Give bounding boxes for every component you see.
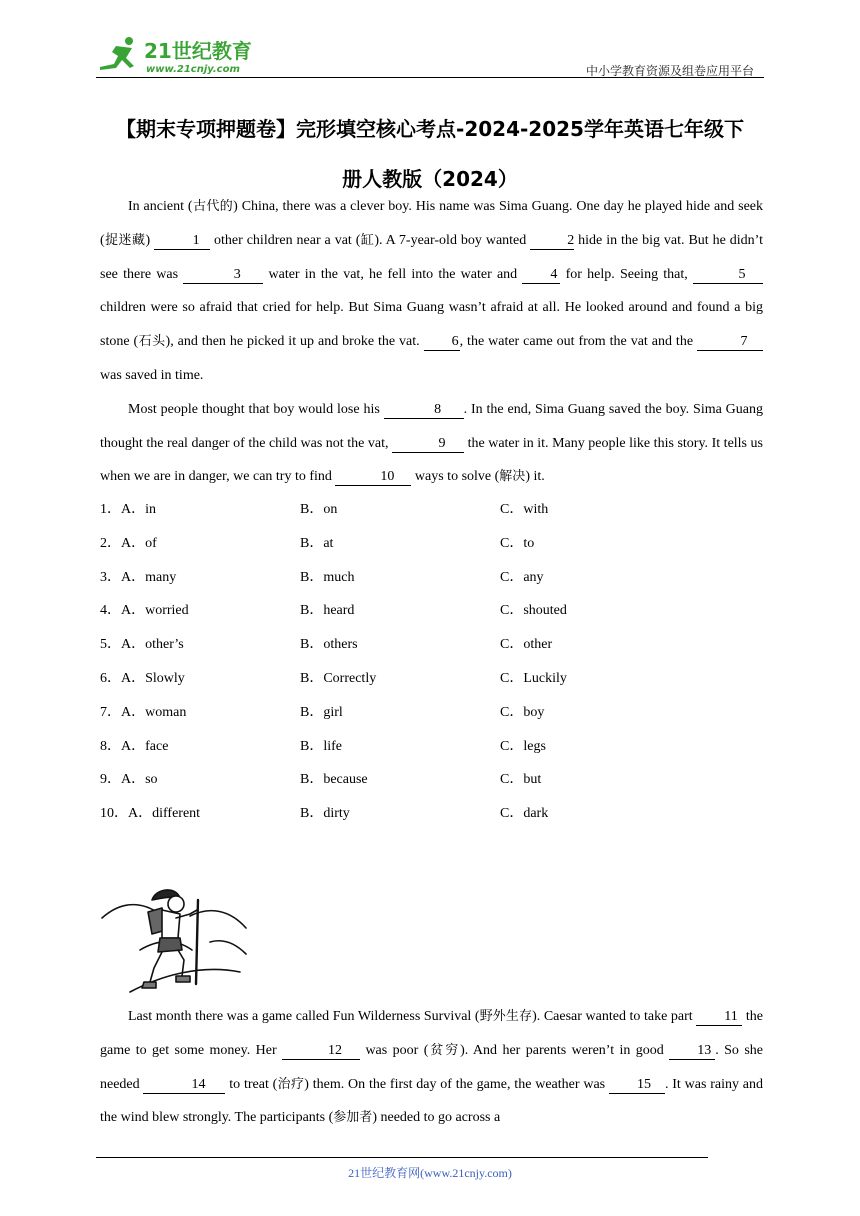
option-a[interactable]: 8．A．face <box>100 738 169 754</box>
option-c[interactable]: C．shouted <box>500 603 567 619</box>
option-b[interactable]: B．on <box>300 502 338 517</box>
option-b[interactable]: B．dirty <box>300 806 350 822</box>
option-a[interactable]: 7．A．woman <box>100 704 187 720</box>
footer-text[interactable]: 21世纪教育网(www.21cnjy.com) <box>348 1166 512 1180</box>
option-a[interactable]: 1．A．in <box>100 502 156 517</box>
blank-13[interactable]: 13 <box>669 1043 715 1060</box>
blank-12[interactable]: 12 <box>282 1043 360 1060</box>
option-c[interactable]: C．but <box>500 772 542 788</box>
page-title <box>100 104 760 204</box>
blank-10[interactable]: 10 <box>335 469 411 486</box>
logo-text: 21世纪教育 <box>144 39 252 63</box>
logo-url: www.21cnjy.com <box>146 64 240 75</box>
option-b[interactable]: B．at <box>300 535 334 551</box>
passage-one-paragraph-1: In ancient (古代的) China, there was a clever boy. His name was Sima Guang. One day he played hide and seek (捉迷藏) 1 other children near a vat (缸). A 7-year-old boy wanted 2 hide in the big vat. But he didn’t see there was 3 water in the vat, he fell into the water and 4 for help. Seeing that, 5 children were so afraid that cried for help. But Sima Guang wasn’t afraid at all. He looked around and found a big stone (石头), and then he picked it up and broke the vat. 6, the water came out from the vat and the 7 was saved in time. <box>100 199 763 383</box>
blank-2[interactable]: 2 <box>530 233 574 250</box>
option-a[interactable]: 10．A．different <box>100 806 201 822</box>
passage-one <box>100 190 763 494</box>
site-logo <box>96 36 256 78</box>
blank-5[interactable]: 5 <box>693 267 763 284</box>
option-b[interactable]: B．others <box>300 637 358 653</box>
title-line-1: 【期末专项押题卷】完形填空核心考点-2024-2025学年英语七年级下 <box>116 117 744 141</box>
header-tagline: 中小学教育资源及组卷应用平台 <box>585 64 754 78</box>
option-c[interactable]: C．to <box>500 535 535 551</box>
option-c[interactable]: C．any <box>500 569 544 585</box>
blank-9[interactable]: 9 <box>392 436 464 453</box>
passage-two <box>100 1000 763 1135</box>
option-c[interactable]: C．Luckily <box>500 670 567 686</box>
option-b[interactable]: B．because <box>300 772 368 788</box>
blank-4[interactable]: 4 <box>522 267 560 284</box>
option-a[interactable]: 3．A．many <box>100 569 177 585</box>
option-c[interactable]: C．other <box>500 637 553 653</box>
option-b[interactable]: B．heard <box>300 603 355 619</box>
blank-6[interactable]: 6 <box>424 334 460 351</box>
blank-3[interactable]: 3 <box>183 267 263 284</box>
option-b[interactable]: B．life <box>300 738 342 754</box>
option-c[interactable]: C．legs <box>500 738 546 754</box>
option-a[interactable]: 5．A．other’s <box>100 637 184 653</box>
blank-15[interactable]: 15 <box>609 1077 665 1094</box>
runner-icon <box>100 37 134 70</box>
blank-1[interactable]: 1 <box>154 233 210 250</box>
blank-8[interactable]: 8 <box>384 402 464 419</box>
option-c[interactable]: C．boy <box>500 704 545 720</box>
option-b[interactable]: B．Correctly <box>300 670 377 686</box>
footer-divider <box>96 1157 708 1158</box>
option-c[interactable]: C．dark <box>500 806 549 822</box>
hiker-illustration <box>100 880 250 995</box>
option-a[interactable]: 9．A．so <box>100 772 158 788</box>
blank-11[interactable]: 11 <box>696 1009 742 1026</box>
option-a[interactable]: 2．A．of <box>100 535 157 551</box>
option-a[interactable]: 6．A．Slowly <box>100 670 185 686</box>
option-b[interactable]: B．girl <box>300 704 343 720</box>
blank-14[interactable]: 14 <box>143 1077 225 1094</box>
passage-one-paragraph-2: Most people thought that boy would lose his 8 . In the end, Sima Guang saved the boy. Sima Guang thought the real danger of the child was not the vat, 9 the water in it. Many people like this story. It tells us when we are in danger, we can try to find 10 ways to solve (解决) it. <box>100 401 763 485</box>
passage-two-paragraph-1: Last month there was a game called Fun Wilderness Survival (野外生存). Caesar wanted to take part 11 the game to get some money. Her 12 was poor (贫穷). And her parents weren’t in good 13 . So she needed 14 to treat (治疗) them. On the first day of the game, the weather was 15 . It was rainy and the wind blew strongly. The participants (参加者) needed to go across a <box>100 1009 763 1126</box>
option-a[interactable]: 4．A．worried <box>100 603 189 619</box>
option-b[interactable]: B．much <box>300 569 355 585</box>
title-line-2: 册人教版（2024） <box>342 167 518 191</box>
option-c[interactable]: C．with <box>500 502 549 517</box>
header-divider <box>96 77 764 78</box>
blank-7[interactable]: 7 <box>697 334 763 351</box>
